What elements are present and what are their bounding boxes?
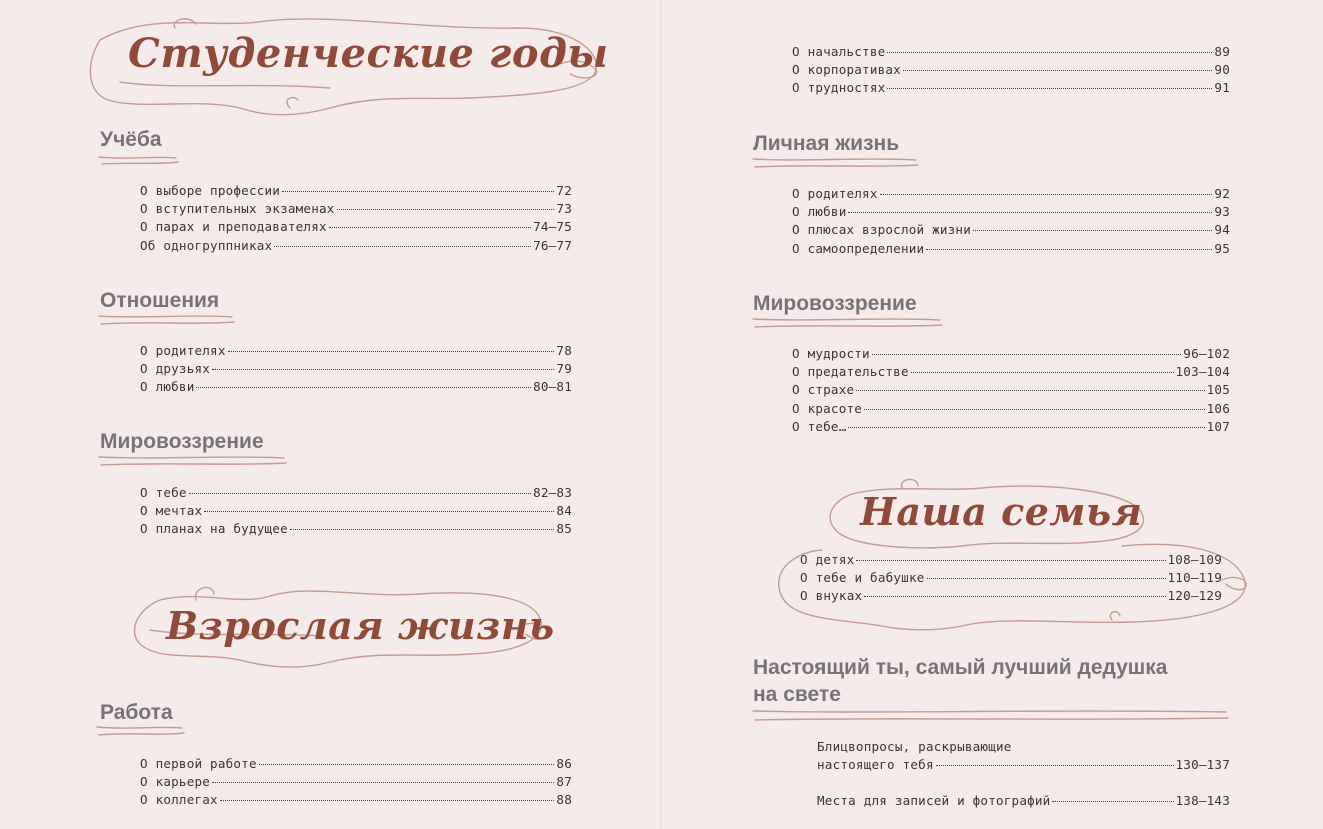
section-heading-relationships: Отношения — [100, 289, 220, 312]
toc-list-personal-life — [792, 186, 1230, 259]
toc-entry: О трудностях 91 — [792, 80, 1230, 96]
section-heading-personal-life: Личная жизнь — [753, 132, 900, 155]
toc-entry: О первой работе 86 — [140, 756, 572, 771]
section-heading-study: Учёба — [100, 128, 162, 151]
heading-underline — [96, 313, 246, 327]
section-heading-work: Работа — [100, 701, 173, 724]
toc-entry: О родителях 92 — [792, 186, 1230, 201]
toc-entry: О самоопределении 95 — [792, 240, 1230, 256]
toc-entry: О тебе 82–83 — [140, 485, 572, 500]
toc-entry: О мудрости 96–102 — [792, 346, 1230, 361]
toc-entry: О выборе профессии 72 — [140, 183, 572, 198]
toc-list-worldview — [140, 485, 572, 540]
toc-entry: О плюсах взрослой жизни 94 — [792, 222, 1230, 238]
toc-list-work — [140, 756, 572, 811]
toc-entry: О мечтах 84 — [140, 503, 572, 519]
toc-entry: О вступительных экзаменах 73 — [140, 201, 572, 217]
toc-list-worldview-adult — [792, 346, 1230, 437]
toc-entry: О тебе… 107 — [792, 418, 1230, 434]
heading-underline — [750, 156, 930, 170]
toc-entry: О красоте 106 — [792, 400, 1230, 416]
toc-entry: настоящего тебя 130–137 — [817, 757, 1230, 773]
toc-list-work-continued — [792, 44, 1230, 99]
section-heading-worldview: Мировоззрение — [100, 430, 264, 453]
toc-list-relationships — [140, 343, 572, 398]
toc-list-study — [140, 183, 572, 256]
heading-underline — [96, 454, 296, 468]
heading-underline — [96, 154, 186, 168]
toc-entry: О предательстве 103–104 — [792, 364, 1230, 380]
toc-entry: О планах на будущее 85 — [140, 521, 572, 537]
chapter-title-adult-life: Взрослая жизнь — [166, 603, 555, 648]
section-heading-line-2: на свете — [753, 683, 841, 706]
chapter-title-our-family: Наша семья — [860, 489, 1143, 534]
heading-underline — [94, 724, 194, 738]
toc-entry: Места для записей и фотографий 138–143 — [817, 793, 1230, 809]
toc-entry: О друзьях 79 — [140, 361, 572, 377]
toc-entry: О парах и преподавателях 74–75 — [140, 219, 572, 235]
toc-entry: О любви 93 — [792, 204, 1230, 220]
toc-entry: О карьере 87 — [140, 774, 572, 790]
chapter-title-student-years: Студенческие годы — [128, 30, 609, 77]
toc-entry: О тебе и бабушке 110–119 — [800, 570, 1222, 586]
toc-entry: О внуках 120–129 — [800, 588, 1222, 604]
toc-entry: О детях 108–109 — [800, 552, 1222, 567]
toc-entry: О коллегах 88 — [140, 792, 572, 808]
toc-entry: О начальстве 89 — [792, 44, 1230, 59]
section-heading-line-1: Настоящий ты, самый лучший дедушка — [753, 656, 1168, 679]
toc-entry: О корпоративах 90 — [792, 62, 1230, 78]
left-page — [0, 0, 661, 829]
heading-underline — [750, 708, 1240, 724]
heading-underline — [750, 316, 950, 330]
toc-entry: О родителях 78 — [140, 343, 572, 358]
toc-entry: О любви 80–81 — [140, 379, 572, 395]
section-heading-real-you — [753, 654, 1167, 708]
toc-entry-label-line: Блицвопросы, раскрывающие — [817, 739, 1012, 754]
toc-entry: Об одногруппниках 76–77 — [140, 237, 572, 253]
toc-entry: О страхе 105 — [792, 382, 1230, 398]
toc-list-family — [800, 552, 1222, 607]
toc-list-final — [817, 739, 1230, 812]
right-page — [662, 0, 1323, 829]
section-heading-worldview-adult: Мировоззрение — [753, 292, 917, 315]
